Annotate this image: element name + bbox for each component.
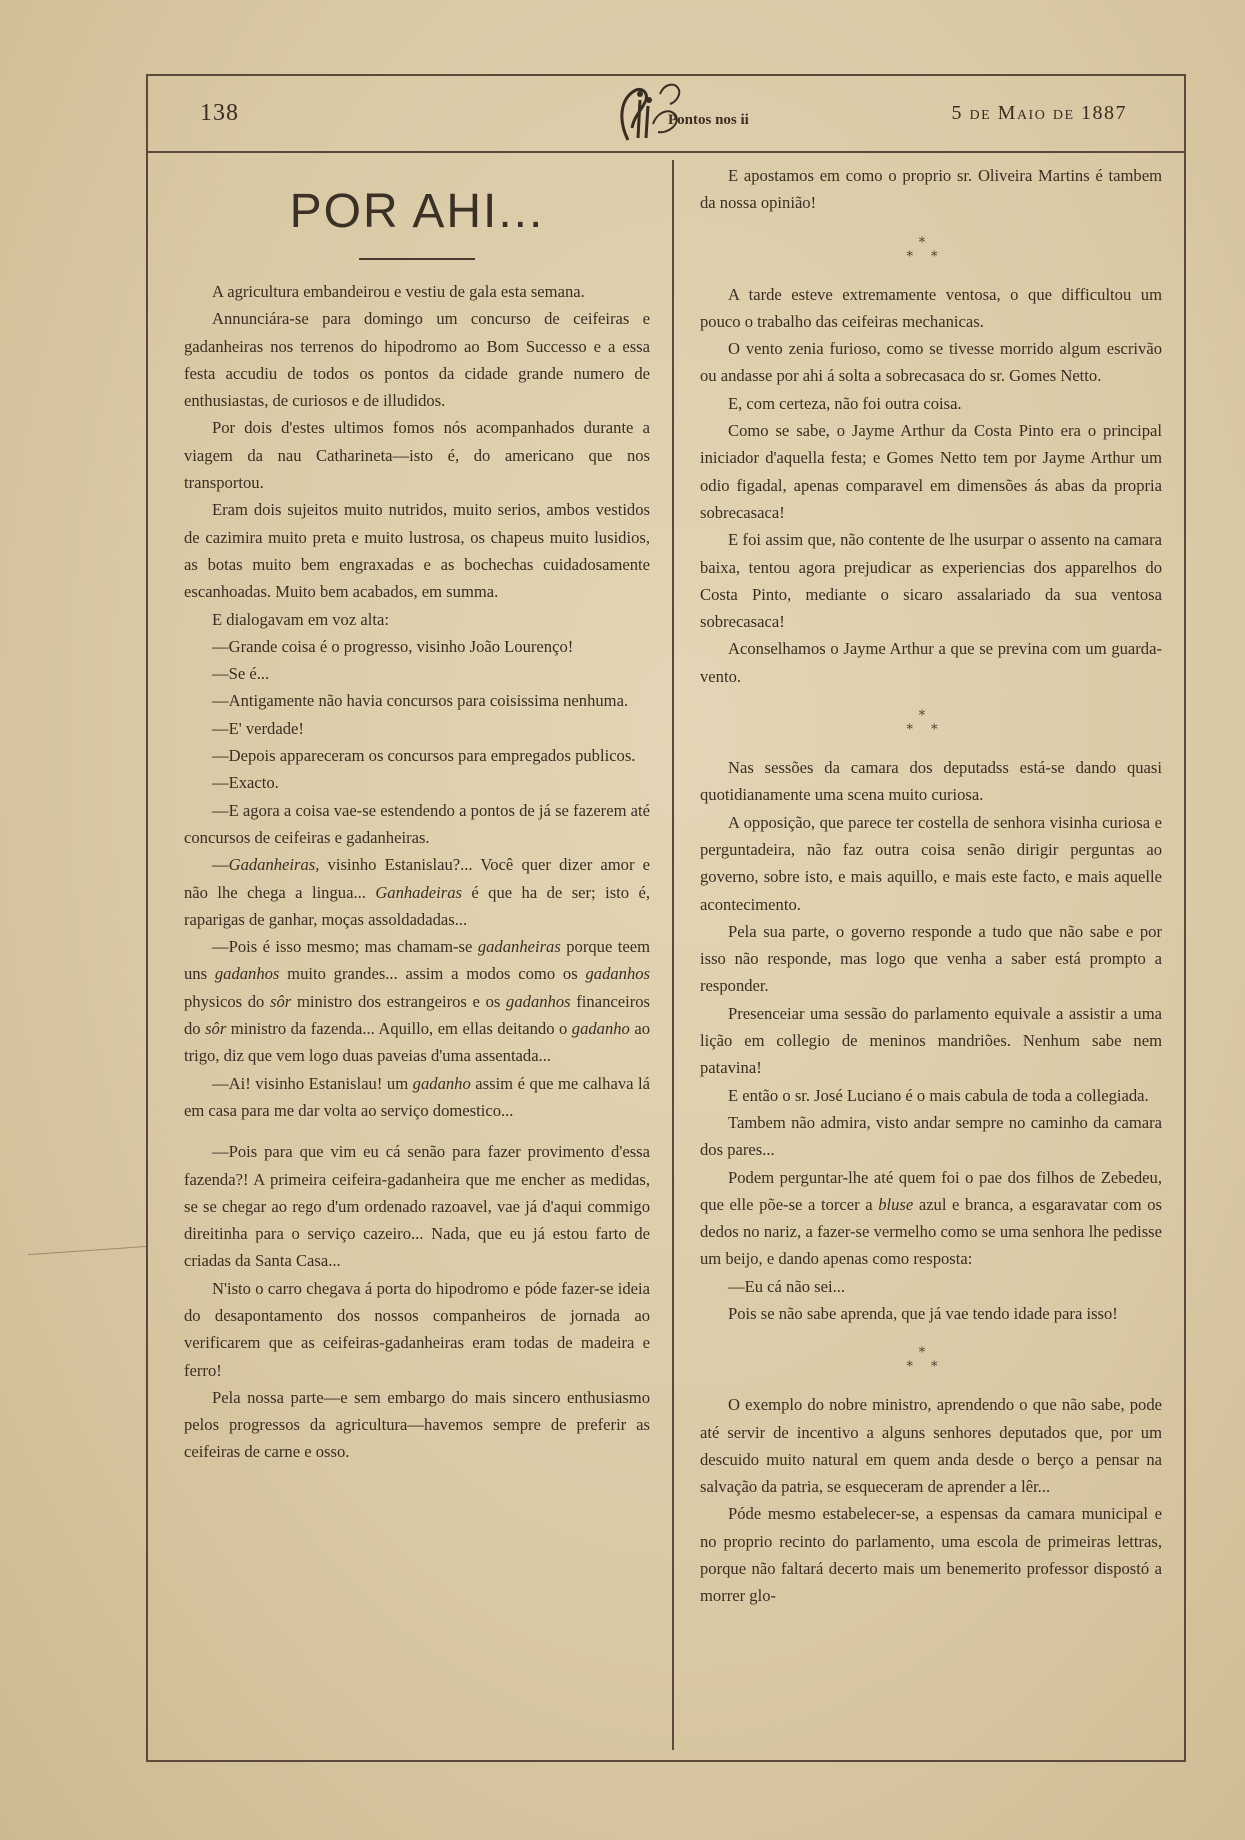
paragraph: Tambem não admira, visto andar sempre no caminho da camara dos pares... bbox=[700, 1112, 1162, 1160]
masthead-logo bbox=[598, 80, 758, 148]
paragraph: A agricultura embandeirou e vestiu de gala esta semana. bbox=[212, 282, 585, 301]
masthead-emblem-icon bbox=[598, 80, 758, 148]
paragraph: Póde mesmo estabelecer-se, a espensas da camara municipal e no proprio recinto do parlamento, uma escola de primeiras lettras, porque não faltará decerto mais um benemerito professor dispostó a morrer glo- bbox=[700, 1504, 1162, 1606]
paragraph: Por dois d'estes ultimos fomos nós acompanhados durante a viagem da nau Catharineta—isto é, do americano que nos transportou. bbox=[184, 418, 650, 493]
paragraph: E apostamos em como o proprio sr. Oliveira Martins é tambem da nossa opinião! bbox=[700, 166, 1162, 213]
paragraph: —Ai! visinho Estanislau! um gadanho assim é que me calhava lá em casa para me dar volta ao serviço domestico... bbox=[184, 1073, 650, 1120]
column-divider bbox=[672, 160, 674, 1750]
paragraph: N'isto o carro chegava á porta do hipodromo e póde fazer-se ideia do desapontamento dos nossos companheiros de jornada ao verificarem que as ceifeiras-gadanheiras eram todas de madeira e ferro! bbox=[184, 1278, 650, 1380]
paragraph: —E agora a coisa vae-se estendendo a pontos de já se fazerem até concursos de ceifeiras e gadanheiras. bbox=[184, 800, 650, 847]
paragraph: —Antigamente não havia concursos para coisissima nenhuma. bbox=[212, 691, 629, 711]
paragraph: Nas sessões da camara dos deputadss está-se dando quasi quotidianamente uma scena muito curiosa. bbox=[700, 758, 1162, 805]
paragraph: —Se é... bbox=[212, 664, 270, 684]
paragraph: —Pois é isso mesmo; mas chamam-se gadanheiras porque teem uns gadanhos muito grandes... assim a modos como os gadanhos physicos do sôr ministro dos estrangeiros e os gadanhos financeiros do sôr ministro da fazenda... Aquillo, em ellas deitando o gadanho ao trigo, diz que vem logo duas paveias d'uma assentada... bbox=[184, 937, 651, 1066]
paragraph: Eram dois sujeitos muito nutridos, muito serios, ambos vestidos de cazimira muito preta e muito lustrosa, os chapeus muito lusidios, as botas muito bem engraxadas e as bochechas cuidadosamente escanhoadas. Muito bem acabados, em summa. bbox=[184, 500, 650, 602]
article-title: POR AHI... bbox=[289, 185, 545, 238]
paragraph: —Pois para que vim eu cá senão para fazer provimento d'essa fazenda?! A primeira ceifeira-gadanheira que me encher as medidas, se se chegar ao rego d'um ordenado razoavel, vae já d'aqui commigo direitinha para o serviço cazeiro... Nada, que eu já estou farto de criadas da Santa Casa... bbox=[184, 1142, 650, 1271]
section-separator-stars: ⁎ ⁎⁎ bbox=[906, 1340, 956, 1370]
paragraph: Aconselhamos o Jayme Arthur a que se previna com um guarda-vento. bbox=[700, 639, 1162, 686]
paragraph: E foi assim que, não contente de lhe usurpar o assento na camara baixa, tentou agora prejudicar as experiencias dos apparelhos do Costa Pinto, mediante o sicaro assalariado da sua ventosa sobrecasaca! bbox=[700, 530, 1162, 632]
paragraph: Annunciára-se para domingo um concurso de ceifeiras e gadanheiras nos terrenos do hipodromo ao Bom Successo e a essa festa accudiu de todos os pontos da cidade grande numero de enthusiastas, de curiosos e de illudidos. bbox=[184, 309, 650, 411]
paragraph: —Gadanheiras, visinho Estanislau?... Você quer dizer amor e não lhe chega a lingua... Ganhadeiras é que ha de ser; isto é, raparigas de ganhar, moças assoldadadas... bbox=[184, 855, 650, 929]
paragraph: —Eu cá não sei... bbox=[728, 1276, 846, 1296]
paragraph: O exemplo do nobre ministro, aprendendo o que não sabe, pode até servir de incentivo a alguns senhores deputados que, por um descuido muito natural em quem anda desde o berço a pensar na salvação da patria, se esqueceram de aprender a lêr... bbox=[700, 1395, 1162, 1497]
paragraph: E dialogavam em voz alta: bbox=[212, 609, 389, 629]
paragraph: Pois se não sabe aprenda, que já vae tendo idade para isso! bbox=[728, 1303, 1118, 1323]
paragraph: Presenceiar uma sessão do parlamento equivale a assistir a uma lição em collegio de meninos mandriões. Nenhum sabe nem patavina! bbox=[700, 1003, 1162, 1078]
paragraph: —Grande coisa é o progresso, visinho João Lourenço! bbox=[212, 636, 574, 656]
paragraph: —Depois appareceram os concursos para empregados publicos. bbox=[212, 746, 636, 766]
right-column bbox=[700, 162, 1162, 1610]
section-separator-stars: ⁎ ⁎⁎ bbox=[906, 229, 956, 259]
paragraph: A tarde esteve extremamente ventosa, o que difficultou um pouco o trabalho das ceifeiras mechanicas. bbox=[700, 284, 1162, 331]
title-rule bbox=[359, 258, 475, 260]
paragraph: O vento zenia furioso, como se tivesse morrido algum escrivão ou andasse por ahi á solta a sobrecasaca do sr. Gomes Netto. bbox=[700, 339, 1162, 386]
section-separator-stars: ⁎ ⁎⁎ bbox=[906, 703, 956, 733]
paragraph: E, com certeza, não foi outra coisa. bbox=[728, 393, 962, 413]
paragraph: Pela nossa parte—e sem embargo do mais sincero enthusiasmo pelos progressos da agricultura—havemos sempre de preferir as ceifeiras de carne e osso. bbox=[184, 1387, 650, 1462]
paragraph: —Exacto. bbox=[212, 773, 279, 793]
page-number: 138 bbox=[200, 100, 239, 126]
masthead-text: Pontos nos ii bbox=[668, 112, 749, 128]
issue-date: 5 de Maio de 1887 bbox=[951, 102, 1127, 124]
paragraph: A opposição, que parece ter costella de senhora visinha curiosa e perguntadeira, não faz outra coisa senão dirigir perguntas ao governo, sobre isto, e mais aquillo, e mais este facto, e mais aquelle acontecimento. bbox=[700, 812, 1162, 914]
left-column bbox=[184, 160, 650, 1466]
paragraph: Podem perguntar-lhe até quem foi o pae dos filhos de Zebedeu, que elle põe-se a torcer a bluse azul e branca, a esgaravatar com os dedos no nariz, a fazer-se vermelho como se uma senhora lhe pedisse um beijo, e dando apenas como resposta: bbox=[700, 1167, 1162, 1269]
paragraph: —E' verdade! bbox=[212, 718, 304, 738]
spacer bbox=[184, 1124, 650, 1138]
header-rule bbox=[146, 151, 1186, 153]
paragraph: Como se sabe, o Jayme Arthur da Costa Pinto era o principal iniciador d'aquella festa; e Gomes Netto tem por Jayme Arthur um odio figadal, apenas comparavel em dimensões ás abas da propria sobrecasaca! bbox=[700, 421, 1162, 522]
paragraph: E então o sr. José Luciano é o mais cabula de toda a collegiada. bbox=[728, 1085, 1149, 1105]
paragraph: Pela sua parte, o governo responde a tudo que não sabe e por isso não responde, mas logo que venha a saber está prompto a responder. bbox=[700, 921, 1162, 996]
